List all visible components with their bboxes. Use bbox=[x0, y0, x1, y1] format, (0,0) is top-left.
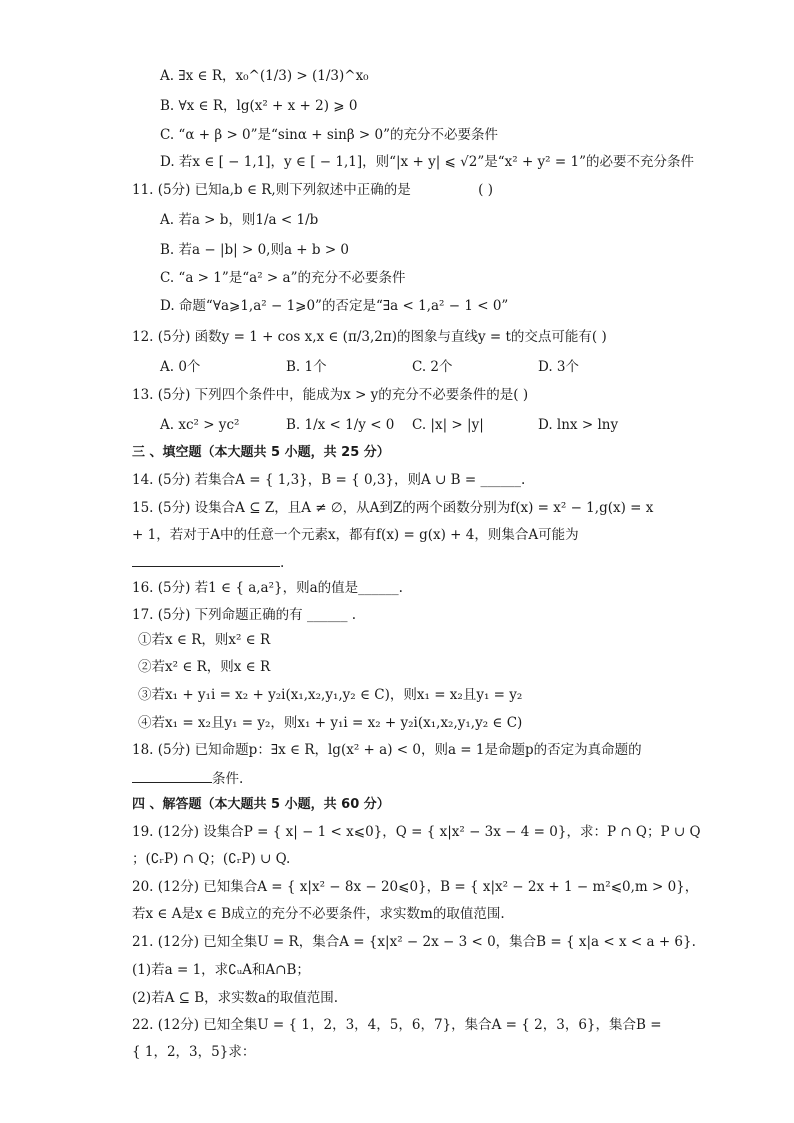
q20-line1: 20. (12分) 已知集合A = { x|x² − 8x − 20⩽0}，B = { x|x² − 2x + 1 − m²⩽0,m > 0}， bbox=[132, 879, 699, 895]
q17-item-4: ④若x₁ = x₂且y₁ = y₂，则x₁ + y₁i = x₂ + y₂i(x₁,x₂,y₁,y₂ ∈ C) bbox=[138, 715, 523, 731]
q11-option-b: B. 若a − |b| > 0,则a + b > 0 bbox=[160, 242, 350, 258]
q18-line2: 条件. bbox=[132, 768, 243, 789]
q17-item-3: ③若x₁ + y₁i = x₂ + y₂i(x₁,x₂,y₁,y₂ ∈ C)，则x₁ = x₂且y₁ = y₂ bbox=[138, 687, 523, 703]
q10-option-a: A. ∃x ∈ R，x₀^(1/3) > (1/3)^x₀ bbox=[160, 68, 369, 84]
q22-line1: 22. (12分) 已知全集U = { 1，2，3，4，5，6，7}，集合A = { 2，3，6}，集合B = bbox=[132, 1017, 662, 1033]
q21-line2: (1)若a = 1，求∁ᵤA和A∩B； bbox=[132, 962, 310, 978]
q13-option-d: D. lnx > lny bbox=[538, 417, 619, 433]
q22-line2: { 1，2，3，5}求： bbox=[132, 1044, 256, 1060]
q12-option-c: C. 2个 bbox=[412, 359, 453, 375]
q11-option-c: C. “a > 1”是“a² > a”的充分不必要条件 bbox=[160, 270, 406, 286]
q19-line1: 19. (12分) 设集合P = { x| − 1 < x⩽0}，Q = { x|x² − 3x − 4 = 0}，求：P ∩ Q；P ∪ Q bbox=[132, 824, 701, 840]
q16: 16. (5分) 若1 ∈ { a,a²}，则a的值是______. bbox=[132, 580, 403, 596]
q17-item-1: ①若x ∈ R，则x² ∈ R bbox=[138, 632, 271, 648]
q15-answer-line: . bbox=[132, 552, 284, 573]
section-heading-solve: 四 、解答题（本大题共 5 小题，共 60 分） bbox=[132, 797, 390, 812]
q12-stem: 12. (5分) 函数y = 1 + cos x,x ∈ (π/3,2π)的图象与直线y = t的交点可能有( ) bbox=[132, 329, 607, 345]
q15-line1: 15. (5分) 设集合A ⊆ Z，且A ≠ ∅，从A到Z的两个函数分别为f(x) = x² − 1,g(x) = x bbox=[132, 500, 654, 516]
q11-option-a: A. 若a > b，则1/a < 1/b bbox=[160, 212, 319, 228]
q21-line3: (2)若A ⊆ B，求实数a的取值范围. bbox=[132, 990, 339, 1006]
q21-line1: 21. (12分) 已知全集U = R，集合A = {x|x² − 2x − 3 < 0，集合B = { x|a < x < a + 6}. bbox=[132, 934, 696, 950]
q18-line1: 18. (5分) 已知命题p：∃x ∈ R，lg(x² + a) < 0，则a = 1是命题p的否定为真命题的 bbox=[132, 742, 642, 758]
q11-option-d: D. 命题“∀a⩾1,a² − 1⩾0”的否定是“∃a < 1,a² − 1 < 0” bbox=[160, 298, 509, 314]
answer-blank bbox=[132, 552, 280, 567]
section-heading-fill-in: 三 、填空题（本大题共 5 小题，共 25 分） bbox=[132, 445, 390, 460]
q17-item-2: ②若x² ∈ R，则x ∈ R bbox=[138, 659, 271, 675]
q12-option-d: D. 3个 bbox=[538, 359, 580, 375]
q13-option-b: B. 1/x < 1/y < 0 bbox=[286, 417, 395, 433]
q12-option-b: B. 1个 bbox=[286, 359, 327, 375]
q19-line2: ；(∁ᵣP) ∩ Q；(∁ᵣP) ∪ Q. bbox=[132, 851, 291, 867]
q14: 14. (5分) 若集合A = { 1,3}，B = { 0,3}，则A ∪ B = ______. bbox=[132, 472, 526, 488]
q15-line2: + 1，若对于A中的任意一个元素x，都有f(x) = g(x) + 4，则集合A可能为 bbox=[132, 527, 579, 543]
q10-option-b: B. ∀x ∈ R，lg(x² + x + 2) ⩾ 0 bbox=[160, 98, 358, 114]
q10-option-c: C. “α + β > 0”是“sinα + sinβ > 0”的充分不必要条件 bbox=[160, 127, 499, 143]
answer-blank bbox=[132, 768, 212, 783]
q11-stem: 11. (5分) 已知a,b ∈ R,则下列叙述中正确的是 ( ) bbox=[132, 182, 494, 198]
q13-option-c: C. |x| > |y| bbox=[412, 417, 484, 433]
q13-option-a: A. xc² > yc² bbox=[160, 417, 240, 433]
q17-stem: 17. (5分) 下列命题正确的有 ______ . bbox=[132, 607, 357, 623]
q10-option-d: D. 若x ∈ [ − 1,1]，y ∈ [ − 1,1]，则“|x + y| ⩽ √2”是“x² + y² = 1”的必要不充分条件 bbox=[160, 154, 694, 170]
q12-option-a: A. 0个 bbox=[160, 359, 201, 375]
q13-stem: 13. (5分) 下列四个条件中，能成为x > y的充分不必要条件的是( ) bbox=[132, 387, 529, 403]
q20-line2: 若x ∈ A是x ∈ B成立的充分不必要条件，求实数m的取值范围. bbox=[132, 906, 505, 922]
